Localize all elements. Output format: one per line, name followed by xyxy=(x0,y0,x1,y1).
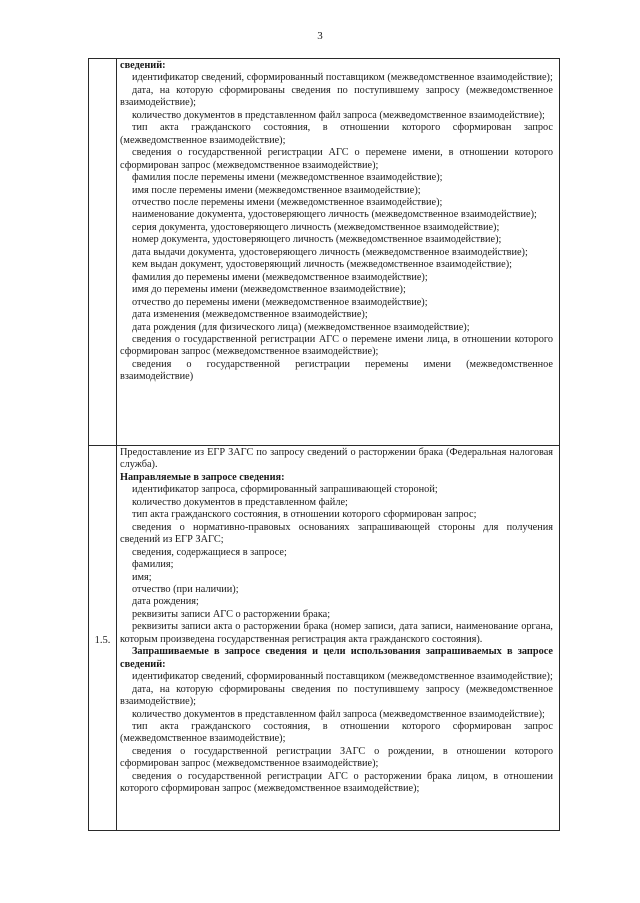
row-divider xyxy=(89,445,559,446)
paragraph: фамилия до перемены имени (межведомственное взаимодействие); xyxy=(132,271,428,283)
paragraph: фамилия; xyxy=(132,559,174,571)
paragraph: сведения о государственной регистрации ЗАГС о рождении, в отношении которого сформирован запрос (межведомственное взаимодействие); xyxy=(120,745,553,770)
paragraph: отчество до перемены имени (межведомственное взаимодействие); xyxy=(132,296,428,308)
paragraph: сведения о государственной регистрации АГС о расторжении брака лицом, в отношении которого сформирован запрос (межведомственное взаимодействие); xyxy=(120,770,553,795)
paragraph: дата выдачи документа, удостоверяющего личность (межведомственное взаимодействие); xyxy=(132,246,528,258)
paragraph: сведения о государственной регистрации АГС о перемене имени, в отношении которого сформирован запрос (межведомственное взаимодействие); xyxy=(120,147,553,171)
table-cell-continuation xyxy=(120,60,553,384)
paragraph: сведения о нормативно-правовых основаниях запрашивающей стороны для получения сведений из ЕГР ЗАГС; xyxy=(120,521,553,546)
paragraph: имя; xyxy=(132,571,152,583)
paragraph: сведения, содержащиеся в запросе; xyxy=(132,546,287,558)
paragraph: количество документов в представленном файл запроса (межведомственное взаимодействие); xyxy=(132,109,545,121)
paragraph: реквизиты записи акта о расторжении брака (номер записи, дата записи, наименование органа, которым произведена государственная регистрация акта гражданского состояния). xyxy=(120,621,553,645)
paragraph: дата, на которую сформированы сведения по поступившему запросу (межведомственное взаимодействие); xyxy=(120,84,553,109)
paragraph: дата, на которую сформированы сведения по поступившему запросу (межведомственное взаимодействие); xyxy=(120,683,553,708)
paragraph: серия документа, удостоверяющего личность (межведомственное взаимодействие); xyxy=(132,221,500,233)
row-number: 1.5. xyxy=(94,635,111,646)
paragraph: количество документов в представленном файле; xyxy=(132,496,348,508)
paragraph: номер документа, удостоверяющего личность (межведомственное взаимодействие); xyxy=(132,234,502,246)
paragraph: идентификатор запроса, сформированный запрашивающей стороной; xyxy=(132,484,438,496)
paragraph: сведений: xyxy=(120,60,166,71)
paragraph: дата рождения (для физического лица) (межведомственное взаимодействие); xyxy=(132,321,470,333)
paragraph: идентификатор сведений, сформированный поставщиком (межведомственное взаимодействие); xyxy=(132,671,553,683)
paragraph: реквизиты записи АГС о расторжении брака; xyxy=(132,608,331,620)
regulation-table xyxy=(88,58,560,831)
paragraph: сведения о государственной регистрации АГС о перемене имени лица, в отношении которого сформирован запрос (межведомственное взаимодействие); xyxy=(120,333,553,358)
paragraph: Предоставление из ЕГР ЗАГС по запросу сведений о расторжении брака (Федеральная налоговая служба). xyxy=(120,447,553,471)
paragraph: имя после перемены имени (межведомственное взаимодействие); xyxy=(132,184,421,196)
paragraph: тип акта гражданского состояния, в отношении которого сформирован запрос (межведомственное взаимодействие); xyxy=(120,122,553,146)
paragraph: отчество (при наличии); xyxy=(132,583,239,595)
paragraph: наименование документа, удостоверяющего личность (межведомственное взаимодействие); xyxy=(132,209,537,221)
paragraph: дата изменения (межведомственное взаимодействие); xyxy=(132,309,368,321)
paragraph: Направляемые в запросе сведения: xyxy=(120,471,285,483)
page-number: 3 xyxy=(317,30,323,42)
paragraph: количество документов в представленном файл запроса (межведомственное взаимодействие); xyxy=(132,708,545,720)
paragraph: фамилия после перемены имени (межведомственное взаимодействие); xyxy=(132,172,443,184)
paragraph: тип акта гражданского состояния, в отношении которого сформирован запрос (межведомственное взаимодействие); xyxy=(120,720,553,745)
paragraph: кем выдан документ, удостоверяющий личность (межведомственное взаимодействие); xyxy=(132,259,513,271)
paragraph: тип акта гражданского состояния, в отношении которого сформирован запрос; xyxy=(132,509,477,521)
paragraph: имя до перемены имени (межведомственное взаимодействие); xyxy=(132,284,406,296)
table-cell-item-1-5 xyxy=(120,447,553,796)
paragraph: дата рождения; xyxy=(132,596,199,608)
paragraph: отчество после перемены имени (межведомственное взаимодействие); xyxy=(132,196,443,208)
paragraph: идентификатор сведений, сформированный поставщиком (межведомственное взаимодействие); xyxy=(132,72,553,84)
paragraph: сведения о государственной регистрации перемены имени (межведомственное взаимодействие) xyxy=(120,358,553,383)
paragraph: Запрашиваемые в запросе сведения и цели использования запрашиваемых в запросе сведений: xyxy=(120,646,553,670)
